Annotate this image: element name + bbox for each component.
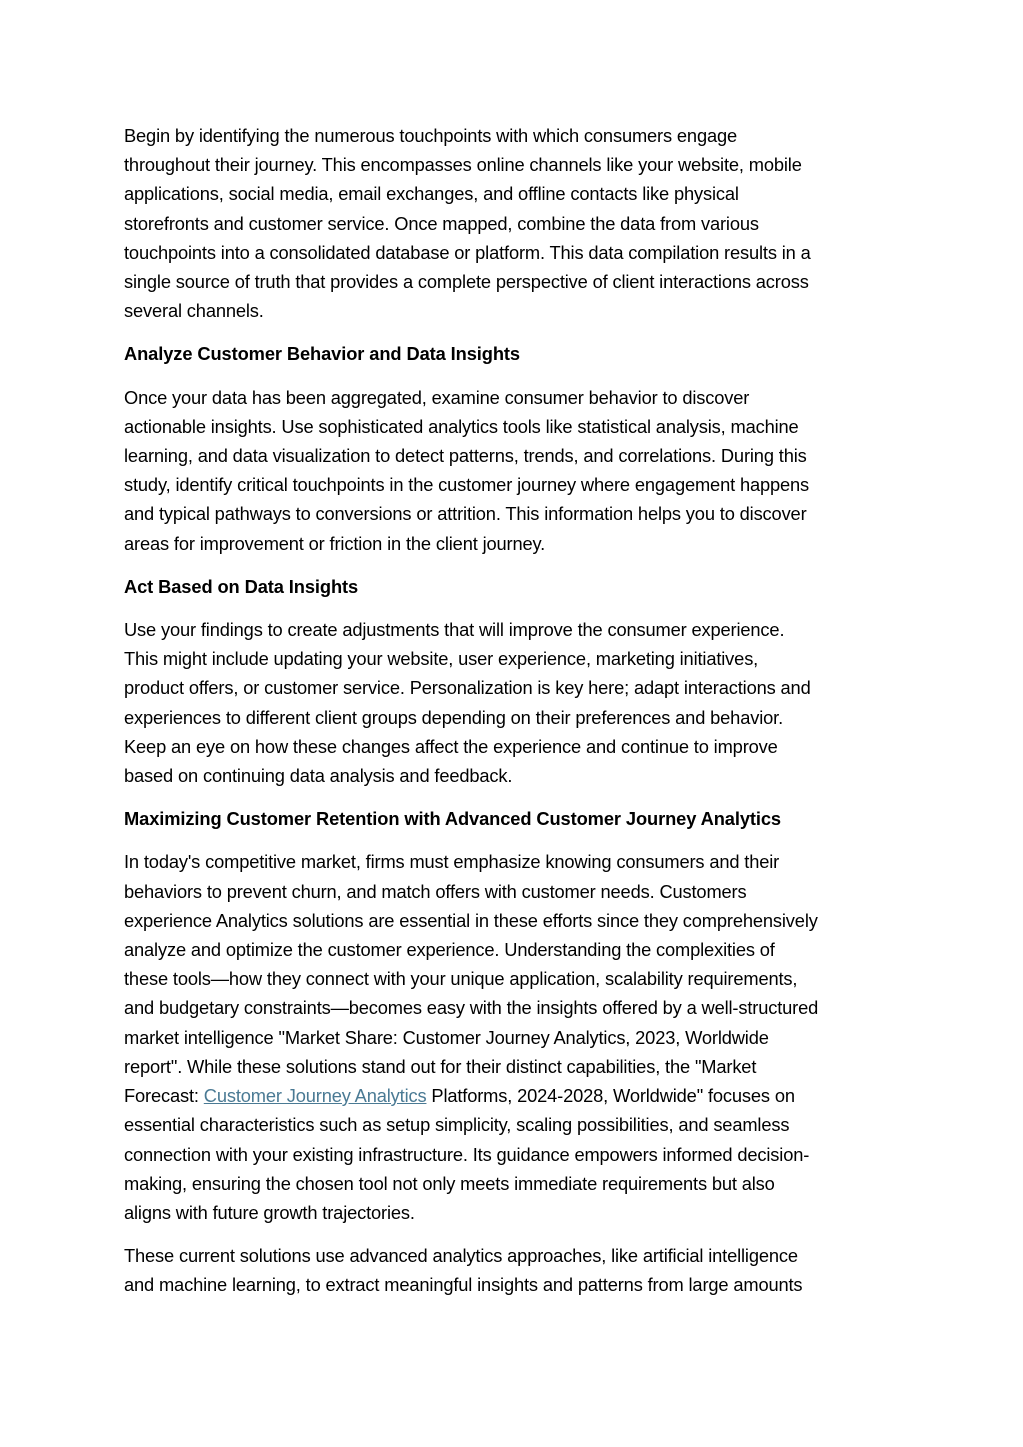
- heading-maximizing-retention: Maximizing Customer Retention with Advanced Customer Journey Analytics: [124, 808, 781, 830]
- solutions-paragraph: These current solutions use advanced analytics approaches, like artificial intelligence and machine learning, to extract meaningful insights and patterns from large amounts: [124, 1245, 803, 1296]
- heading-act-based-on-insights: Act Based on Data Insights: [124, 575, 359, 597]
- retention-text-before-link: In today's competitive market, firms must emphasize knowing consumers and their behaviors to prevent churn, and match offers with customer needs. Customers experience Analytics solutions are essential in these efforts since they comprehensively analyze and optimize the customer experience. Understanding the complexities of these tools—how they connect with your unique application, scalability requirements, and budgetary constraints—becomes easy with the insights offered by a well-structured market intelligence "Market Share: Customer Journey Analytics, 2023, Worldwide report". While these solutions stand out for their distinct capabilities, the "Market Forecast:: [124, 851, 819, 1107]
- act-paragraph: Use your findings to create adjustments that will improve the consumer experience. This might include updating your website, user experience, marketing initiatives, product offers, or customer service. Personalization is key here; adapt interactions and experiences to different client groups depending on their preferences and behavior. Keep an eye on how these changes affect the experience and continue to improve based on continuing data analysis and feedback.: [124, 619, 811, 787]
- document-page: [124, 121, 904, 1314]
- heading-analyze-customer-behavior: Analyze Customer Behavior and Data Insights: [124, 343, 520, 365]
- customer-journey-analytics-link[interactable]: Customer Journey Analytics: [203, 1085, 427, 1107]
- retention-text-after-link: Platforms, 2024-2028, Worldwide" focuses on essential characteristics such as setup simplicity, scaling possibilities, and seamless connection with your existing infrastructure. Its guidance empowers informed decision- making, ensuring the chosen tool not only meets immediate requirements but also aligns with future growth trajectories.: [124, 1085, 810, 1223]
- analyze-paragraph: Once your data has been aggregated, examine consumer behavior to discover actionable insights. Use sophisticated analytics tools like statistical analysis, machine learning, and data visualization to detect patterns, trends, and correlations. During this study, identify critical touchpoints in the customer journey where engagement happens and typical pathways to conversions or attrition. This information helps you to discover areas for improvement or friction in the client journey.: [124, 386, 810, 554]
- intro-paragraph: Begin by identifying the numerous touchpoints with which consumers engage throughout their journey. This encompasses online channels like your website, mobile applications, social media, email exchanges, and offline contacts like physical storefronts and customer service. Once mapped, combine the data from various touchpoints into a consolidated database or platform. This data compilation results in a single source of truth that provides a complete perspective of client interactions across several channels.: [124, 125, 811, 322]
- retention-paragraph: [124, 847, 904, 1227]
